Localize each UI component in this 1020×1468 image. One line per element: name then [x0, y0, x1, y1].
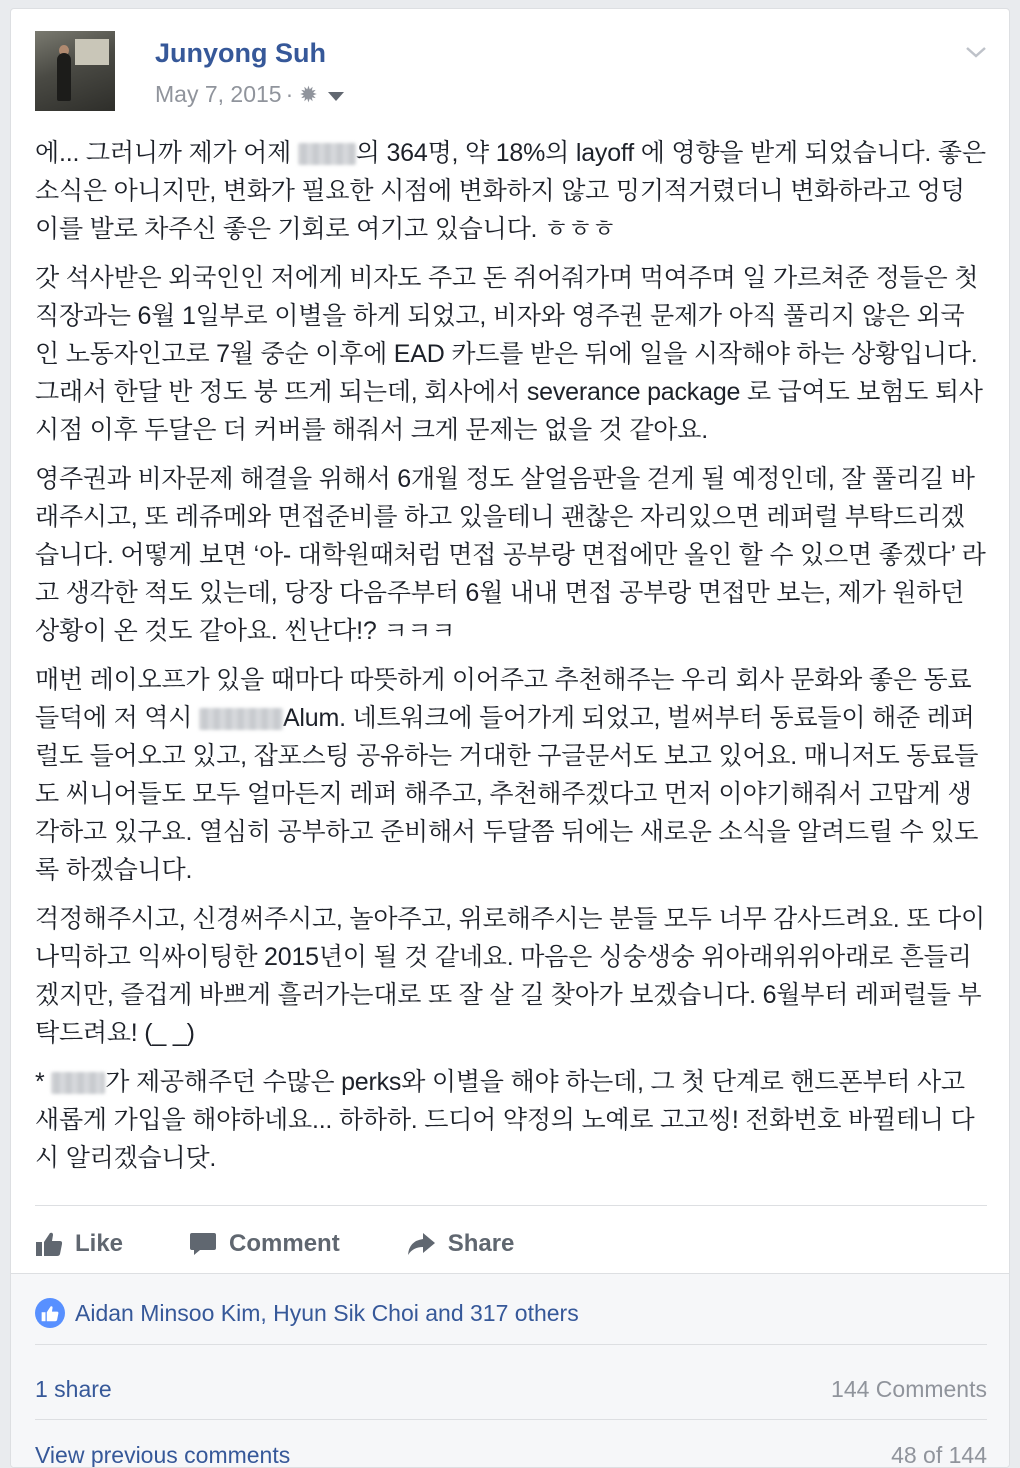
paragraph-4: 매번 레이오프가 있을 때마다 따뜻하게 이어주고 추천해주는 우리 회사 문화와 좋은 동료들덕에 저 역시 Alum. 네트워크에 들어가게 되었고, 벌써부터 동료들이 해준 레퍼럴도 들어오고 있고, 잡포스팅 공유하는 거대한 구글문서도 보고 있어요. 매니저도 동료들도 씨니어들도 모두 얼마든지 레퍼 해주고, 추천해주겠다고 먼저 이야기해줘서 고맙게 생각하고 있구요. 열심히 공부하고 준비해서 두달쯤 뒤에는 새로운 소식을 알려드릴 수 있도록 하겠습니다. [35, 666, 979, 884]
reactions-summary[interactable] [35, 1298, 579, 1328]
post-body [35, 134, 987, 1188]
stats-row [35, 1376, 987, 1403]
audience-dropdown-icon[interactable] [328, 92, 344, 101]
comments-count[interactable]: 144 Comments [831, 1376, 987, 1402]
divider [35, 1344, 987, 1345]
comment-button[interactable]: Comment [189, 1230, 340, 1258]
comments-position: 48 of 144 [891, 1442, 987, 1468]
like-button[interactable]: Like [35, 1230, 123, 1258]
like-badge-icon [35, 1298, 65, 1328]
redacted-company [199, 708, 283, 730]
meta-separator: · [285, 81, 294, 107]
privacy-gear-icon[interactable]: ✹ [299, 81, 318, 107]
divider [35, 1205, 987, 1206]
post-date[interactable]: May 7, 2015 [155, 81, 282, 107]
divider [35, 1419, 987, 1420]
paragraph-5: 걱정해주시고, 신경써주시고, 놀아주고, 위로해주시는 분들 모두 너무 감사드려요. 또 다이나믹하고 익싸이팅한 2015년이 될 것 같네요. 마음은 싱숭생숭 위아래위위아래로 흔들리겠지만, 즐겁게 바쁘게 흘러가는대로 또 잘 살 길 찾아가 보겠습니다. 6월부터 레퍼럴들 부탁드려요! (_ _) [35, 905, 985, 1047]
shares-link[interactable]: 1 share [35, 1376, 112, 1402]
chevron-down-icon[interactable] [965, 41, 987, 63]
comments-nav-row [35, 1442, 987, 1468]
post-meta [155, 81, 344, 108]
comment-icon [189, 1231, 217, 1257]
post-card [10, 8, 1010, 1468]
thumbs-up-icon [35, 1231, 63, 1257]
action-bar [35, 1219, 987, 1269]
paragraph-1: 에... 그러니까 제가 어제 의 364명, 약 18%의 layoff 에 영향을 받게 되었습니다. 좋은 소식은 아니지만, 변화가 필요한 시점에 변화하지 않고 밍기적거렸더니 변화하라고 엉덩이를 발로 차주신 좋은 기회로 여기고 있습니다. ㅎㅎㅎ [35, 139, 986, 243]
avatar[interactable] [35, 31, 115, 111]
post-header [35, 31, 987, 113]
paragraph-3: 영주권과 비자문제 해결을 위해서 6개월 정도 살얼음판을 걷게 될 예정인데, 잘 풀리길 바래주시고, 또 레쥬메와 면접준비를 하고 있을테니 괜찮은 자리있으면 레퍼럴 부탁드리겠습니다. 어떻게 보면 ‘아- 대학원때처럼 면접 공부랑 면접에만 올인 할 수 있으면 좋겠다’ 라고 생각한 적도 있는데, 당장 다음주부터 6월 내내 면접 공부랑 면접만 보는, 제가 원하던 상황이 온 것도 같아요. 씬난다!? ㅋㅋㅋ [35, 465, 986, 645]
redacted-company [51, 1072, 105, 1094]
paragraph-6: * 가 제공해주던 수많은 perks와 이별을 해야 하는데, 그 첫 단계로 핸드폰부터 사고 새롭게 가입을 해야하네요... 하하하. 드디어 약정의 노예로 고고씽! 전화번호 바뀔테니 다시 알리겠습니닷. [35, 1068, 975, 1172]
reactions-text[interactable]: Aidan Minsoo Kim, Hyun Sik Choi and 317 others [75, 1299, 579, 1326]
paragraph-2: 갓 석사받은 외국인인 저에게 비자도 주고 돈 쥐어줘가며 먹여주며 일 가르쳐준 정들은 첫 직장과는 6월 1일부로 이별을 하게 되었고, 비자와 영주권 문제가 아직 풀리지 않은 외국인 노동자인고로 7월 중순 이후에 EAD 카드를 받은 뒤에 일을 시작해야 하는 상황입니다. 그래서 한달 반 정도 붕 뜨게 되는데, 회사에서 severance package 로 급여도 보험도 퇴사 시점 이후 두달은 더 커버를 해줘서 크게 문제는 없을 것 같아요. [35, 264, 983, 444]
share-arrow-icon [406, 1231, 436, 1257]
share-button[interactable]: Share [406, 1230, 515, 1258]
view-previous-comments-link[interactable]: View previous comments [35, 1442, 291, 1468]
author-name[interactable]: Junyong Suh [155, 38, 326, 68]
post-footer [11, 1273, 1010, 1468]
redacted-company [298, 143, 356, 165]
